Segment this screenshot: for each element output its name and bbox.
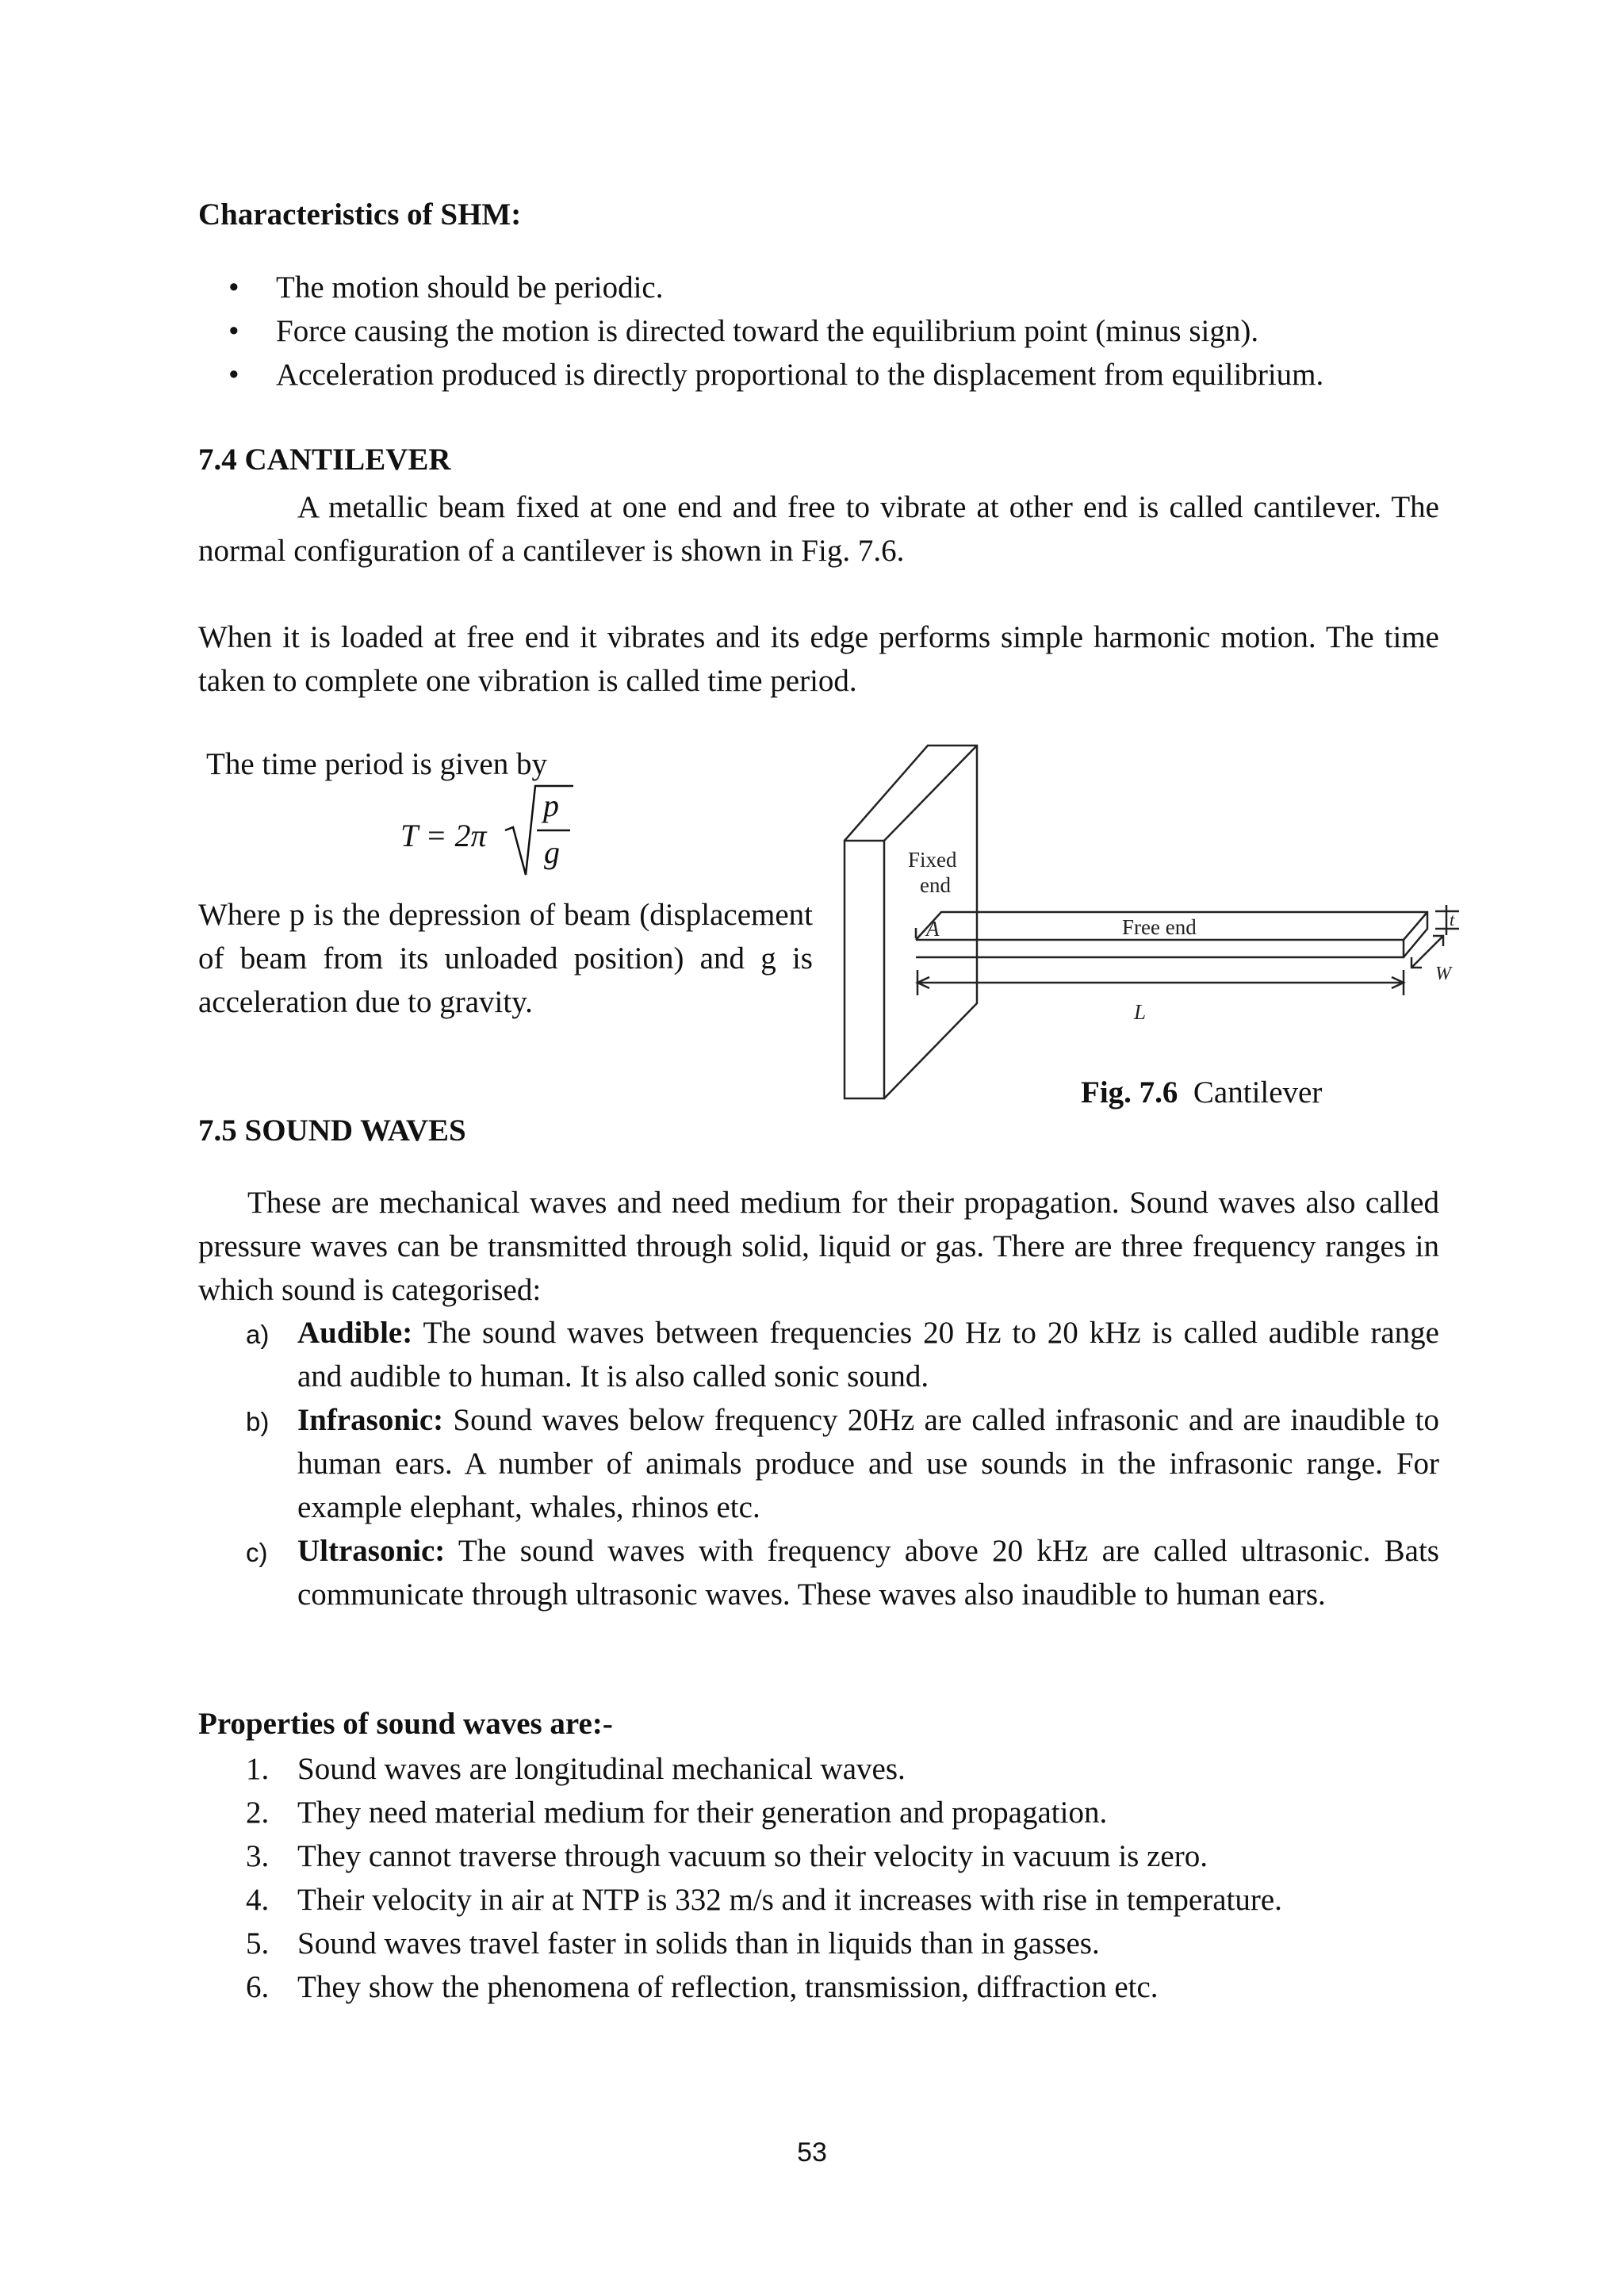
bullet-icon: • — [228, 358, 239, 392]
cantilever-definition: A metallic beam fixed at one end and free to vibrate at other end is called cantilever. The normal configuration of a cantilever is shown in Fig. 7.6. — [198, 490, 1439, 568]
frequency-range-list — [198, 1311, 1439, 1616]
cantilever-vibration-text: When it is loaded at free end it vibrates and its edge performs simple harmonic motion. The time taken to complete one vibration is called time period. — [198, 620, 1439, 698]
fixed-end-label-2: end — [920, 873, 951, 897]
figure-caption: Fig. 7.6 Cantilever — [1081, 1075, 1323, 1110]
list-item: • The motion should be periodic. — [228, 266, 1481, 309]
list-item: 2. They need material medium for their generation and propagation. — [246, 1796, 1108, 1830]
where-text: Where p is the depression of beam (displacement of beam from its unloaded position) and g is acceleration due to gravity. — [198, 898, 813, 1019]
list-item: 4. Their velocity in air at NTP is 332 m/s and it increases with rise in temperature. — [246, 1883, 1282, 1917]
list-item: b) Infrasonic: Sound waves below frequency 20Hz are called infrasonic and are inaudible to human ears. A number of animals produce and use sounds in the infrasonic range. For example elephant, whales, rhinos etc. — [246, 1403, 1439, 1524]
formula-denominator: g — [544, 834, 560, 870]
list-item: 6. They show the phenomena of reflection, transmission, diffraction etc. — [246, 1970, 1159, 2004]
list-item: 5. Sound waves travel faster in solids than in liquids than in gasses. — [246, 1926, 1100, 1961]
beam-front — [916, 940, 1404, 957]
bullet-icon: • — [228, 314, 239, 348]
wall-outline — [845, 746, 977, 1098]
shm-bullet-list — [228, 266, 1481, 397]
list-item: 1. Sound waves are longitudinal mechanical waves. — [246, 1752, 906, 1786]
shm-heading: Characteristics of SHM: — [198, 197, 522, 232]
page-number: 53 — [797, 2137, 827, 2168]
fixed-end-label-1: Fixed — [908, 848, 957, 872]
time-period-intro: The time period is given by — [206, 747, 547, 781]
cantilever-figure — [833, 742, 1455, 1114]
sound-waves-intro: These are mechanical waves and need medium for their propagation. Sound waves also called pressure waves can be transmitted through solid, liquid or gas. There are three frequency ranges in which sound is categorised: — [198, 1186, 1439, 1307]
properties-heading: Properties of sound waves are:- — [198, 1707, 613, 1741]
bullet-icon: • — [228, 270, 239, 305]
point-a-label: A — [926, 917, 940, 941]
list-item: • Force causing the motion is directed toward the equilibrium point (minus sign). — [228, 309, 1481, 353]
length-label: L — [1134, 1000, 1147, 1024]
formula-numerator: p — [543, 788, 559, 823]
sound-waves-heading: 7.5 SOUND WAVES — [198, 1114, 466, 1148]
thickness-label: t — [1450, 910, 1455, 930]
width-label: W — [1435, 964, 1451, 984]
wall-front — [845, 841, 884, 1098]
free-end-label: Free end — [1122, 915, 1197, 939]
list-item: 3. They cannot traverse through vacuum so their velocity in vacuum is zero. — [246, 1839, 1208, 1873]
list-item: c) Ultrasonic: The sound waves with frequency above 20 kHz are called ultrasonic. Bats communicate through ultrasonic waves. These waves also inaudible to human ears. — [246, 1534, 1439, 1612]
list-item: a) Audible: The sound waves between frequencies 20 Hz to 20 kHz is called audible range and audible to human. It is also called sonic sound. — [246, 1316, 1439, 1393]
wall-edge — [884, 746, 977, 841]
list-item: • Acceleration produced is directly proportional to the displacement from equilibrium. — [228, 353, 1481, 397]
formula-lhs: T = 2π — [400, 818, 487, 853]
cantilever-heading: 7.4 CANTILEVER — [198, 443, 451, 477]
beam-edge — [1404, 912, 1427, 940]
properties-list — [198, 1747, 1467, 2009]
